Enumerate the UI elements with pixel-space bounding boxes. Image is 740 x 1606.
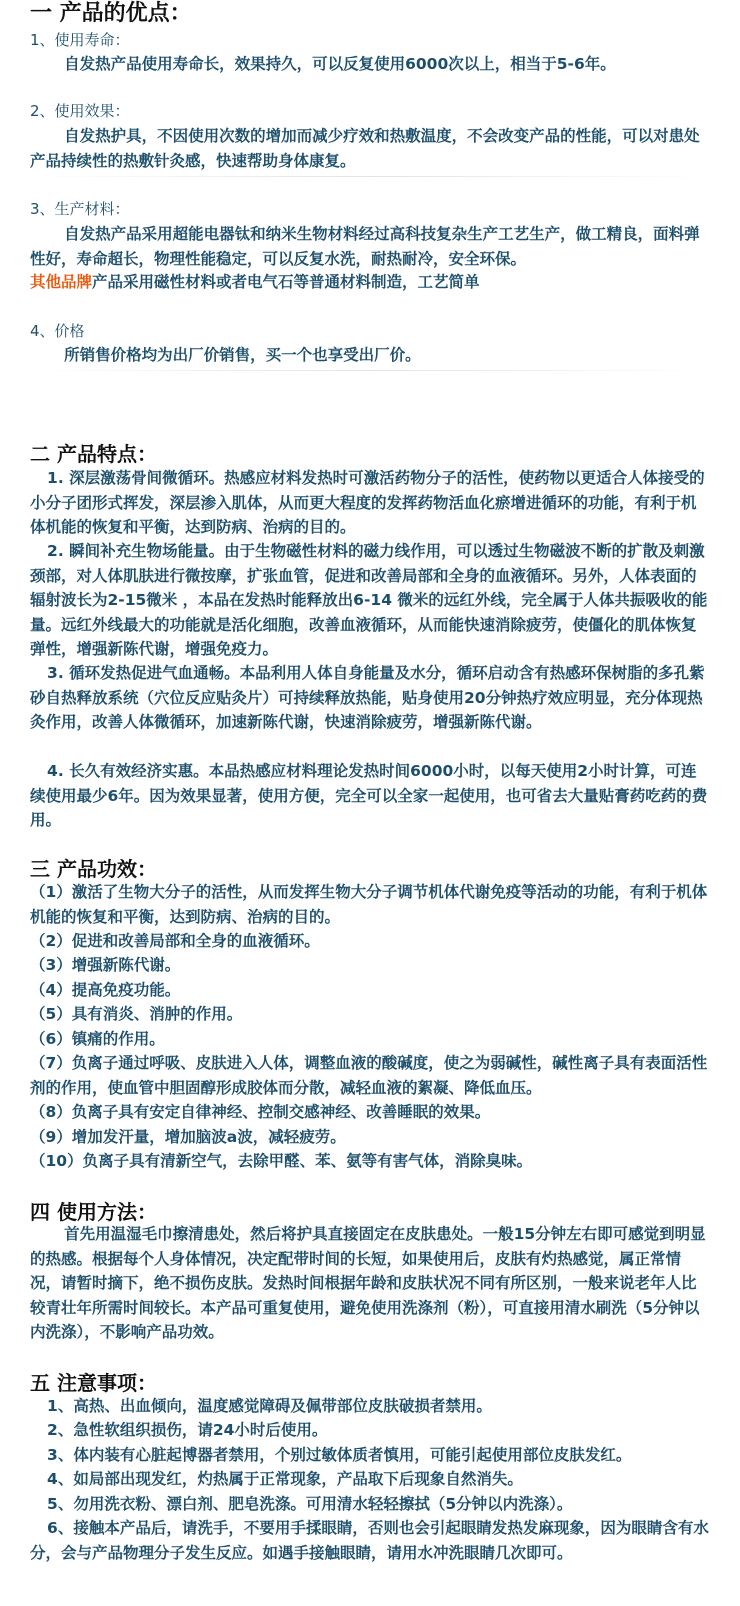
other-brand-highlight: 其他品牌	[30, 273, 93, 291]
section2-title: 二 产品特点：	[30, 442, 157, 466]
section5-item-5: 5、勿用洗衣粉、漂白剂、肥皂洗涤。可用清水轻轻擦拭（5分钟以内洗涤）。	[47, 1495, 573, 1513]
section1-item3-extra-line	[30, 270, 710, 295]
section1-item2-heading: 2、使用效果：	[30, 102, 130, 120]
section2-paragraph-1: 1. 深层激荡骨间微循环。热感应材料发热时可激活药物分子的活性，使药物以更适合人体接受的小分子团形式挥发，深层渗入肌体，从而更大程度的发挥药物活血化瘀增进循环的功能，有利于机体机能的恢复和平衡，达到防病、治病的目的。	[30, 469, 705, 537]
section5-item-4: 4、如局部出现发红，灼热属于正常现象，产品取下后现象自然消失。	[47, 1470, 523, 1488]
section3-item-1: （1）激活了生物大分子的活性，从而发挥生物大分子调节机体代谢免疫等活动的功能，有利于机体机能的恢复和平衡，达到防病、治病的目的。	[30, 883, 708, 926]
section5-item-1: 1、高热、出血倾向，温度感觉障碍及佩带部位皮肤破损者禁用。	[47, 1397, 492, 1415]
section1-item1-heading: 1、使用寿命：	[30, 31, 130, 49]
section5-item-6: 6、接触本产品后，请洗手，不要用手揉眼睛，否则也会引起眼睛发热发麻现象，因为眼睛含有水分，会与产品物理分子发生反应。如遇手接触眼睛，请用水冲洗眼睛几次即可。	[30, 1519, 709, 1562]
section2-paragraph-2: 2. 瞬间补充生物场能量。由于生物磁性材料的磁力线作用，可以透过生物磁波不断的扩散及刺激颈部，对人体肌肤进行微按摩，扩张血管，促进和改善局部和全身的血液循环。另外，人体表面的辐射波长为2-15微米 ，本品在发热时能释放出6-14 微米的远红外线，完全属于人体共振吸收的能量。远红外线最大的功能就是活化细胞，改善血液循环，从而能快速消除疲劳，使僵化的肌体恢复弹性，增强新陈代谢，增强免疫力。	[30, 542, 708, 659]
section2-paragraph-3: 3. 循环发热促进气血通畅。本品利用人体自身能量及水分，循环启动含有热感环保树脂的多孔紫砂自热释放系统（穴位反应贴灸片）可持续释放热能，贴身使用20分钟热疗效应明显，充分体现热灸作用，改善人体微循环，加速新陈代谢，快速消除疲劳，增强新陈代谢。	[30, 664, 705, 732]
section5-title: 五 注意事项：	[30, 1371, 157, 1395]
section1-item4-body: 所销售价格均为出厂价销售，买一个也享受出厂价。	[64, 346, 421, 364]
section1-item2-body: 自发热护具，不因使用次数的增加而减少疗效和热敷温度，不会改变产品的性能，可以对患处产品持续性的热敷针灸感，快速帮助身体康复。	[30, 127, 700, 170]
section3-item-3: （3）增强新陈代谢。	[30, 956, 181, 974]
section1-item1-body: 自发热产品使用寿命长，效果持久，可以反复使用6000次以上，相当于5-6年。	[64, 55, 616, 73]
section1-title: 一 产品的优点：	[30, 1, 192, 26]
section3-item-9: （9）增加发汗量，增加脑波a波，减轻疲劳。	[30, 1128, 346, 1146]
divider	[30, 370, 710, 371]
section1-item4-heading: 4、价格	[30, 322, 85, 340]
other-brand-text: 产品采用磁性材料或者电气石等普通材料制造，工艺简单	[92, 273, 480, 291]
section2-paragraph-4: 4. 长久有效经济实惠。本品热感应材料理论发热时间6000小时，以每天使用2小时计算，可连续使用最少6年。因为效果显著，使用方便，完全可以全家一起使用，也可省去大量贴膏药吃药的费用。	[30, 762, 708, 830]
section1-item3-heading: 3、生产材料：	[30, 200, 130, 218]
section3-item-2: （2）促进和改善局部和全身的血液循环。	[30, 932, 320, 950]
section1-item3-body: 自发热产品采用超能电器钛和纳米生物材料经过高科技复杂生产工艺生产，做工精良，面料弹性好，寿命超长，物理性能稳定，可以反复水洗，耐热耐冷，安全环保。	[30, 225, 700, 268]
section4-title: 四 使用方法：	[30, 1200, 157, 1224]
section5-item-2: 2、急性软组织损伤，请24小时后使用。	[47, 1421, 328, 1439]
section4-body: 首先用温湿毛巾擦清患处，然后将护具直接固定在皮肤患处。一般15分钟左右即可感觉到明显的热感。根据每个人身体情况，决定配带时间的长短，如果使用后，皮肤有灼热感觉，属正常情况，请暂时摘下，绝不损伤皮肤。发热时间根据年龄和皮肤状况不同有所区别，一般来说老年人比较青壮年所需时间较长。本产品可重复使用，避免使用洗涤剂（粉），可直接用清水刷洗（5分钟以内洗涤），不影响产品功效。	[30, 1225, 706, 1342]
section3-item-4: （4）提高免疫功能。	[30, 981, 181, 999]
section3-title: 三 产品功效：	[30, 857, 157, 881]
section3-item-8: （8）负离子具有安定自律神经、控制交感神经、改善睡眠的效果。	[30, 1103, 491, 1121]
divider	[30, 176, 710, 177]
section3-item-5: （5）具有消炎、消肿的作用。	[30, 1005, 243, 1023]
section3-item-7: （7）负离子通过呼吸、皮肤进入人体，调整血液的酸碱度，使之为弱碱性，碱性离子具有表面活性剂的作用，使血管中胆固醇形成胶体而分散，减轻血液的絮凝、降低血压。	[30, 1054, 708, 1097]
section3-item-6: （6）镇痛的作用。	[30, 1030, 165, 1048]
section5-item-3: 3、体内装有心脏起博器者禁用，个别过敏体质者慎用，可能引起使用部位皮肤发红。	[47, 1446, 632, 1464]
section3-item-10: （10）负离子具有清新空气，去除甲醛、苯、氨等有害气体，消除臭味。	[30, 1152, 533, 1170]
